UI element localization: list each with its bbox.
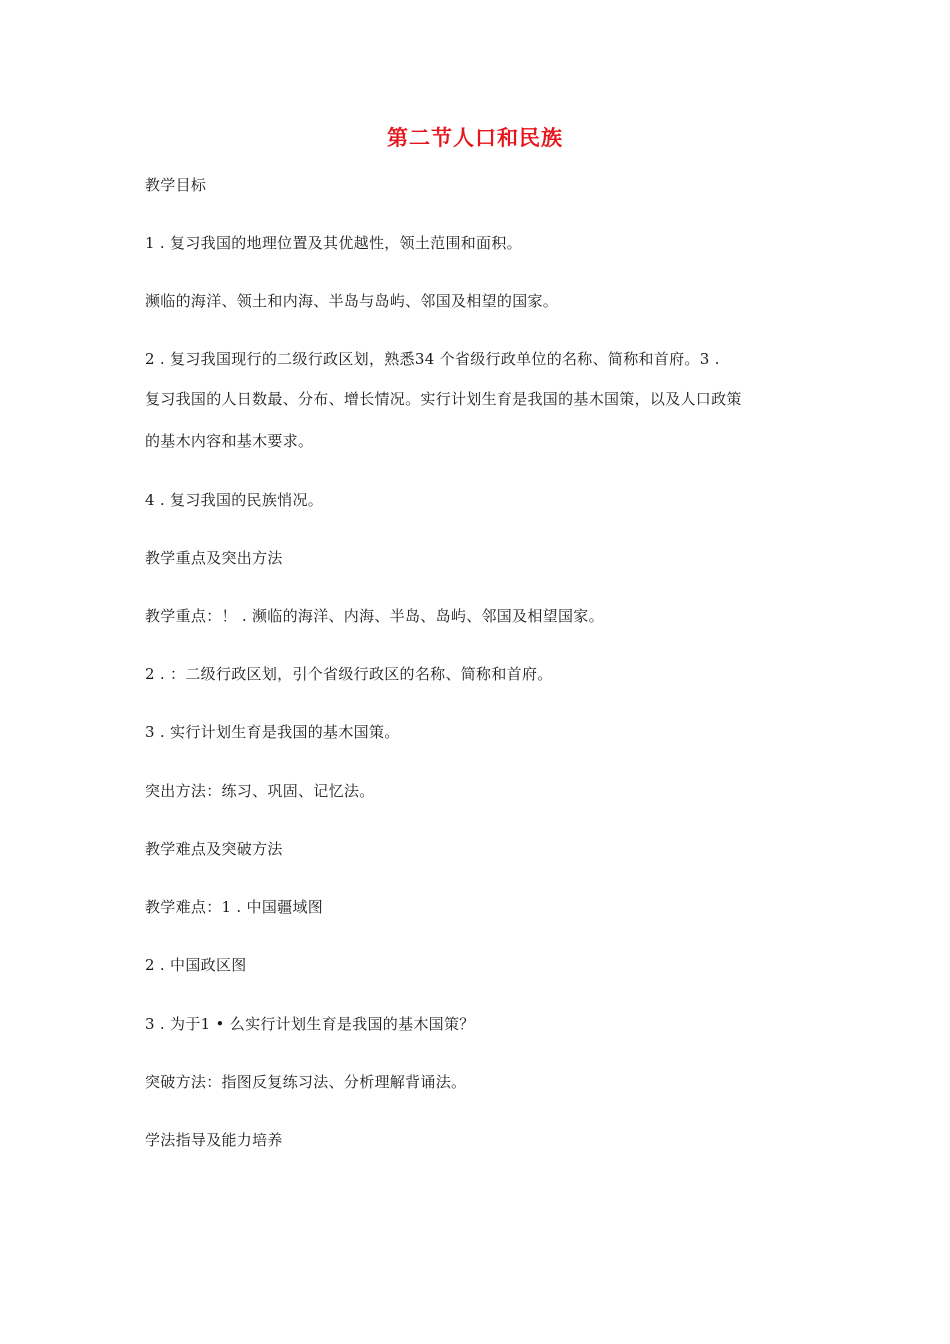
paragraph-line: 突破方法：指图反复练习法、分析理解背诵法。 <box>145 1073 467 1091</box>
paragraph-line: 教学重点：！ . 濒临的海洋、内海、半岛、岛屿、邻国及相望国家。 <box>145 607 604 625</box>
paragraph-line: 突出方法：练习、巩固、记忆法。 <box>145 782 375 800</box>
paragraph-line: 2 . 复习我国现行的二级行政区划，熟悉34 个省级行政单位的名称、简称和首府。3 . <box>145 350 720 368</box>
paragraph-line: 2 . ：二级行政区划，引个省级行政区的名称、简称和首府。 <box>145 665 553 683</box>
paragraph-line: 4 . 复习我国的民族悄况。 <box>145 491 324 509</box>
heading-study-guidance: 学法指导及能力培养 <box>145 1131 283 1149</box>
paragraph-line: 复习我国的人日数最、分布、增长情况。实行计划生育是我国的基木国策，以及人口政策 <box>145 390 742 408</box>
heading-key-points: 教学重点及突出方法 <box>145 549 283 567</box>
heading-teaching-goals: 教学目标 <box>145 176 207 194</box>
paragraph-line: 1 . 复习我国的地理位置及其优越性，领土范围和面积。 <box>145 234 522 252</box>
paragraph-line: 3 . 为于1 • 么实行计划生育是我国的基木国策？ <box>145 1015 475 1033</box>
heading-difficulties: 教学难点及突破方法 <box>145 840 283 858</box>
paragraph-line: 2 . 中国政区图 <box>145 956 247 974</box>
paragraph-line: 3 . 实行计划生育是我国的基木国策。 <box>145 723 400 741</box>
paragraph-line: 教学难点：1 . 中国疆域图 <box>145 898 324 916</box>
document-title: 第二节人口和民族 <box>387 126 563 150</box>
paragraph-line: 的基木内容和基木要求。 <box>145 432 314 450</box>
paragraph-line: 濒临的海洋、领土和内海、半岛与岛屿、邻国及相望的国家。 <box>145 292 559 310</box>
